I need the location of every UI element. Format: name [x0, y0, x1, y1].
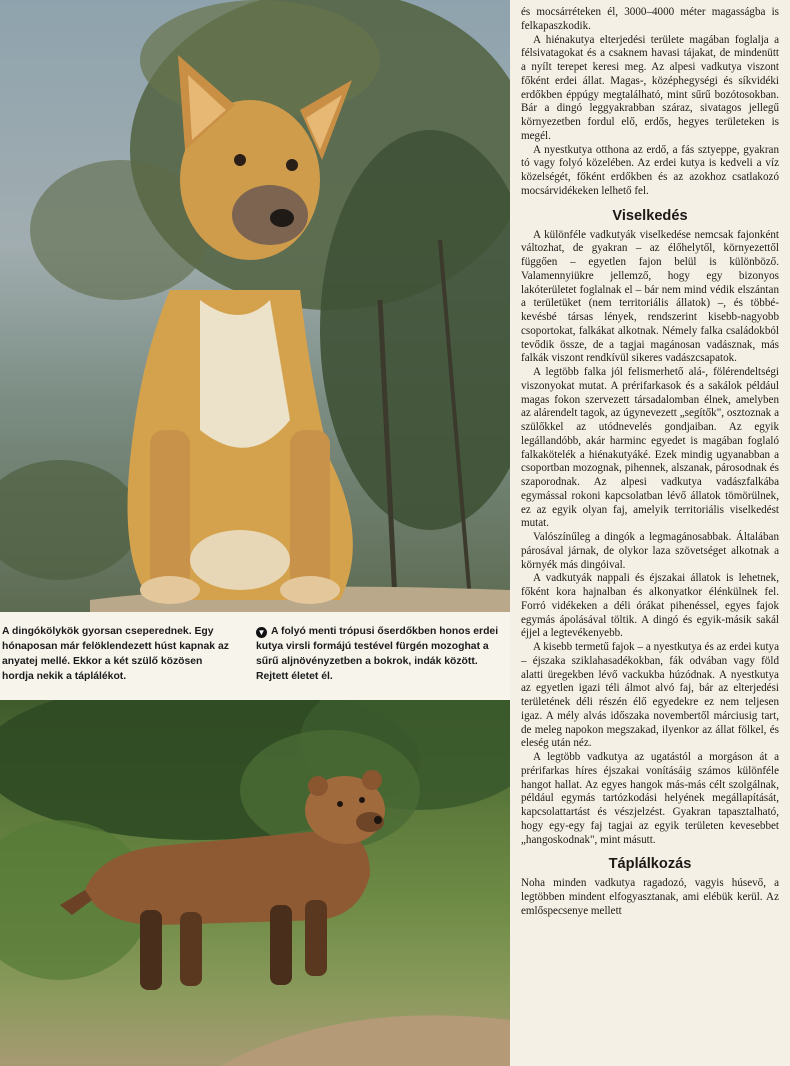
section-heading-behavior: Viselkedés: [612, 207, 688, 224]
caption-dingo-text: A dingókölykök gyorsan cseperednek. Egy hónaposan már felöklendezett húst kapnak az anyatej mellé. Ekkor a két szülő közösen hordja nekik a táplálékot.: [2, 626, 229, 682]
arrow-down-icon: ▼: [257, 628, 266, 637]
section-heading-feeding: Táplálkozás: [608, 856, 692, 873]
caption-bush-dog-text: A folyó menti trópusi őserdőkben honos erdei kutya virsli formájú testével fürgén mozoghat a sűrű aljnövényzetben a bokrok, indák között. Rejtett életet él.: [256, 626, 499, 682]
paragraph: A különféle vadkutyák viselkedése nemcsak fajonként változhat, de gyakran – az élőhelytől, környezettől függően – egyetlen fajon belül is különböző. Valamennyiükre jellemző, hogy egy bizonyos lakóterületet foglalnak el – bár nem mind védik elszántan a területüket (nem territoriális állatok) –, és többé-kevésbé társas lények, rendszerint kisebb-nagyobb csoportokat, falkákat alkotnak. Némely falka családokból tevődik össze, de a tagjai magánosan vadásznak, más falkák viszont rendkívül sikeres vadászcsapatok.: [521, 228, 779, 365]
paragraph: A hiénakutya elterjedési területe magában foglalja a félsivatagokat és a csaknem havasi tájakat, de mindenütt a nyílt terepet keresi meg. Az alpesi vadkutya viszont főként erdei állat. Magas-, középhegységi és síkvidéki erdőkben éppúgy megtalálható, mint sűrű bozótosokban. Bár a dingó leggyakrabban száraz, sivatagos jellegű környezetben fordul elő, erdős, hegyes területeken is megél.: [521, 33, 779, 142]
caption-dingo: [2, 624, 236, 684]
paragraph: A nyestkutya otthona az erdő, a fás sztyeppe, gyakran tó vagy folyó közelében. Az erdei kutya is kedveli a víz közelségét, főként erdőkben és az azokhoz csatlakozó mocsárvidékeken lelhető fel.: [521, 143, 779, 197]
paragraph: A vadkutyák nappali és éjszakai állatok is lehetnek, főként kora hajnalban és alkonyatkor élénkülnek fel. Forró vidékeken a déli órákat pihenéssel, egyes fajok egymás ápolásával töltik. A dingó és egyik-másik sakál éjjel a legtevékenyebb.: [521, 572, 779, 640]
article-text-column: [521, 6, 779, 1066]
bush-dog-photo: [0, 700, 510, 1066]
paragraph: Noha minden vadkutya ragadozó, vagyis húsevő, a legtöbben mindent elfogyasztanak, ami elébük kerül. Az emlőspecsenye mellett: [521, 877, 779, 917]
paragraph: A legtöbb falka jól felismerhető alá-, fölérendeltségi viszonyokat mutat. A prérifarkasok és a sakálok például magas fokon szervezett társadalomban élnek, amelyben az alárendelt tagok, az úgynevezett „segítők", osztoznak a szülőkkel az utódnevelés gondjaiban. Az egyik legállandóbb, akár harminc egyedet is magában foglaló falkakötelék a hiénakutyáké. Ezek mindig ugyanabban a csoportban mozognak, pihennek, alszanak, párosodnak és szaporodnak. Az alpesi vadkutya vadászfalkába egymással rokoni kapcsolatban lévő állatok tömörülnek, ez az egyik olyan faj, amelyik territoriális viselkedést mutat.: [521, 366, 779, 530]
paragraph: A legtöbb vadkutya az ugatástól a morgáson át a prérifarkas híres éjszakai vonításáig számos különféle hangot hallat. Az egyes hangok más-más célt szolgálnak, például egymás tartózkodási helyének megállapítását, kapcsolattartást és vészjelzést. Gyakran tapasztalható, hogy egy-egy faj tagjai az egyik területen kevesebbet „hangoskodnak", mint másutt.: [521, 751, 779, 846]
caption-bush-dog: [256, 624, 502, 684]
paragraph: A kisebb termetű fajok – a nyestkutya és az erdei kutya – éjszaka sziklahasadékokban, fák odvában vagy föld alatti üregekben lévő vackukba húzódnak. A nyestkutya az egyetlen igazi téli álmot alvó faj, bár az elterjedési területének déli részén élő egyedekre ez nem teljesen igaz. A mély alvás időszaka novembertől márciusig tart, de meleg napokon megszakad, ilyenkor az állat fölkel, és eleség után néz.: [521, 641, 779, 750]
bush-dog-illustration: [0, 700, 510, 1066]
paragraph: és mocsárréteken él, 3000–4000 méter magasságba is felkapaszkodik.: [521, 6, 779, 32]
photo-captions: [0, 612, 510, 700]
dingo-puppy-illustration: [0, 0, 510, 612]
dingo-puppy-photo: [0, 0, 510, 612]
paragraph: Valószínűleg a dingók a legmagánosabbak. Általában párosával járnak, de olykor laza szövetséget alkotnak a környék más dingóival.: [521, 531, 779, 571]
